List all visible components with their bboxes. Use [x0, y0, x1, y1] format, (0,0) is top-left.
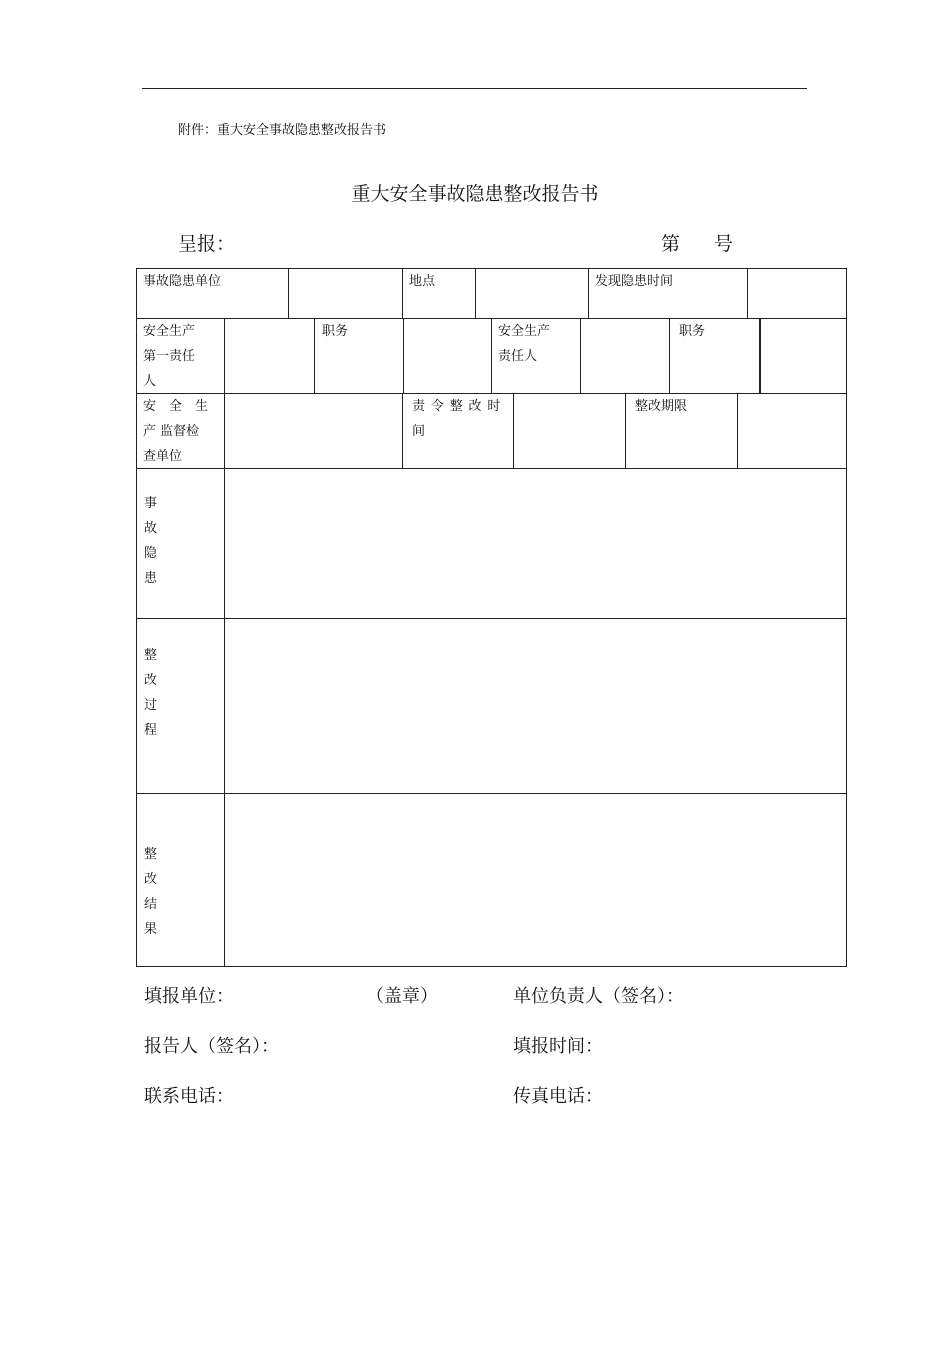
form-row-responsible: [137, 319, 846, 394]
unit-field[interactable]: [289, 269, 403, 318]
found-time-field[interactable]: [748, 269, 846, 318]
form-row-supervision: [137, 394, 846, 469]
found-time-label: 发现隐患时间: [589, 269, 748, 318]
unit-label: 事故隐患单位: [137, 269, 289, 318]
hazard-field[interactable]: [225, 469, 846, 618]
process-field[interactable]: [225, 619, 846, 793]
form-row-unit: [137, 269, 846, 319]
position-field-1[interactable]: [404, 319, 492, 393]
location-field[interactable]: [476, 269, 589, 318]
report-form-table: [136, 268, 847, 967]
position-label-2: 职务: [670, 319, 760, 393]
fax-label: 传真电话：: [513, 1086, 603, 1107]
position-label-1: 职务: [315, 319, 404, 393]
number-suffix: 号: [714, 233, 734, 255]
supervisor-unit-label: 安 全 生 产 监督检 查单位: [137, 394, 225, 468]
top-rule: [142, 88, 807, 89]
seal-label: （盖章）: [366, 986, 438, 1007]
form-row-process: [137, 619, 846, 794]
document-number: [661, 229, 733, 256]
result-field[interactable]: [225, 794, 846, 966]
form-row-result: [137, 794, 846, 966]
first-responsible-field[interactable]: [225, 319, 315, 393]
attachment-line: 附件：重大安全事故隐患整改报告书: [178, 123, 387, 138]
reporting-unit-label: 填报单位：: [144, 986, 234, 1007]
submit-to-label: 呈报：: [178, 233, 236, 255]
hazard-label: 事 故 隐 患: [137, 469, 225, 618]
document-title: 重大安全事故隐患整改报告书: [351, 183, 599, 205]
unit-head-label: 单位负责人（签名）：: [513, 986, 684, 1007]
reporter-label: 报告人（签名）：: [144, 1036, 279, 1057]
number-prefix: 第: [661, 233, 681, 255]
first-responsible-label: 安全生产 第一责任 人: [137, 319, 225, 393]
report-time-label: 填报时间：: [513, 1036, 603, 1057]
position-field-2[interactable]: [760, 319, 846, 393]
location-label: 地点: [403, 269, 476, 318]
supervisor-unit-field[interactable]: [225, 394, 403, 468]
process-label: 整 改 过 程: [137, 619, 225, 793]
phone-label: 联系电话：: [144, 1086, 234, 1107]
deadline-field[interactable]: [738, 394, 846, 468]
form-row-hazard: [137, 469, 846, 619]
responsible-person-field[interactable]: [581, 319, 670, 393]
result-label: 整 改 结 果: [137, 794, 225, 966]
order-time-field[interactable]: [514, 394, 626, 468]
order-time-label: 责令整改时 间: [403, 394, 514, 468]
responsible-person-label: 安全生产 责任人: [492, 319, 581, 393]
deadline-label: 整改期限: [626, 394, 738, 468]
